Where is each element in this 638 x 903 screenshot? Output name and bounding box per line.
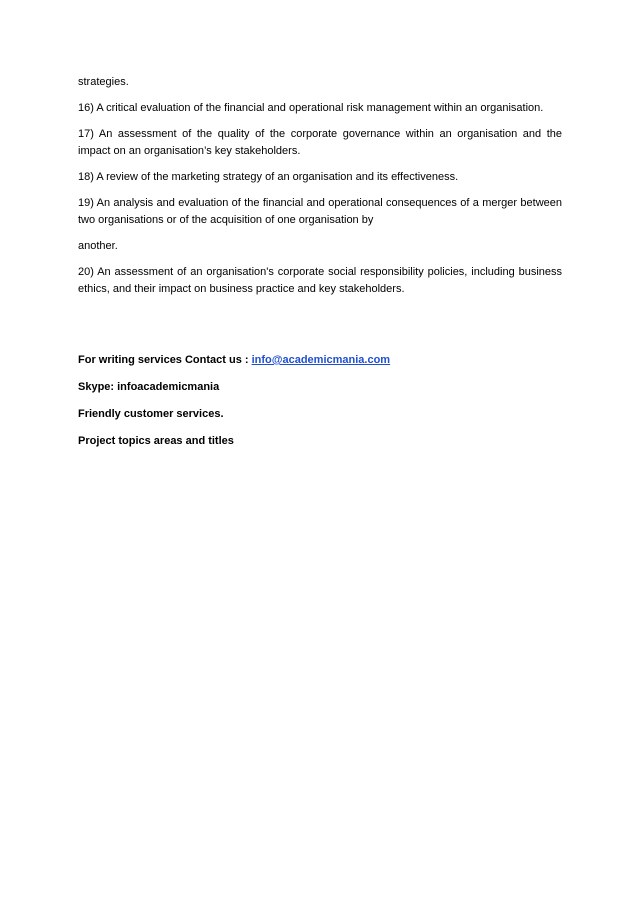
document-body [78,74,562,460]
section-spacer [78,307,562,352]
project-topics-line: Project topics areas and titles [78,435,234,447]
skype-line: Skype: infoacademicmania [78,381,220,393]
paragraph-item-19: 19) An analysis and evaluation of the financial and operational consequences of a merger between two organisations or of the acquisition of one organisation by [78,197,562,226]
contact-label: For writing services Contact us : [78,354,252,366]
paragraph-strategies: strategies. [78,76,129,88]
paragraph-item-18: 18) A review of the marketing strategy of an organisation and its effectiveness. [78,171,459,183]
paragraph-item-17: 17) An assessment of the quality of the corporate governance within an organisation and the impact on an organisation’s key stakeholders. [78,128,562,157]
paragraph-another: another. [78,240,118,252]
paragraph-item-16: 16) A critical evaluation of the financial and operational risk management within an organisation. [78,102,544,114]
contact-line [78,352,562,369]
friendly-service-line: Friendly customer services. [78,408,224,420]
email-link[interactable]: info@academicmania.com [251,354,391,366]
paragraph-item-20: 20) An assessment of an organisation's corporate social responsibility policies, including business ethics, and their impact on business practice and key stakeholders. [78,266,562,295]
